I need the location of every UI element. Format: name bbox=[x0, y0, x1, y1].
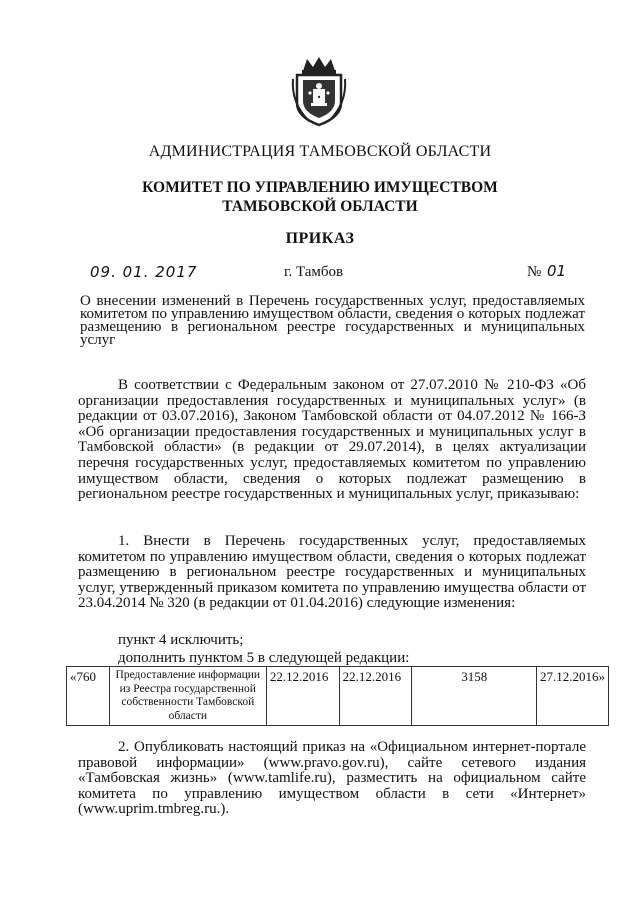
services-table bbox=[66, 666, 609, 726]
city: г. Тамбов bbox=[284, 264, 344, 280]
preamble-paragraph: В соответствии с Федеральным законом от 27.07.2010 № 210-ФЗ «Об организации предоставления государственных и муниципальных услуг» (в редакции от 03.07.2016), Законом Тамбовской области от 04.07.2012 № 166-З «Об организации предоставления государственных и муниципальных услуг в Тамбовской области» (в редакции от 29.07.2014), в целях актуализации перечня государственных услуг, предоставляемых комитетом по управлению имуществом области, сведения о которых подлежат размещению в региональном реестре государственных и муниципальных услуг, приказываю: bbox=[78, 377, 586, 503]
table-row bbox=[67, 667, 609, 726]
order-subject: О внесении изменений в Перечень государственных услуг, предоставляемых комитетом по управлению имуществом области, сведения о которых подлежат размещению в региональном реестре государственных и муниципальных услуг bbox=[80, 293, 585, 348]
cell-date-3: 27.12.2016» bbox=[537, 667, 609, 726]
cell-number: «760 bbox=[67, 667, 110, 726]
cell-code: 3158 bbox=[412, 667, 537, 726]
handwritten-date: 09. 01. 2017 bbox=[90, 263, 198, 281]
committee-title-line1: КОМИТЕТ ПО УПРАВЛЕНИЮ ИМУЩЕСТВОМ bbox=[142, 179, 498, 196]
item-4-line: пункт 4 исключить; bbox=[118, 632, 244, 648]
item-5-line: дополнить пунктом 5 в следующей редакции: bbox=[118, 650, 410, 666]
cell-date-1: 22.12.2016 bbox=[266, 667, 339, 726]
document-type: ПРИКАЗ bbox=[285, 230, 355, 247]
cell-service-name: Предоставление информации из Реестра государственной собственности Тамбовской области bbox=[109, 667, 266, 726]
committee-title bbox=[0, 178, 640, 216]
item-2-paragraph: 2. Опубликовать настоящий приказ на «Официальном интернет-портале правовой информации» (www.pravo.gov.ru), сайте сетевого издания «Тамбовская жизнь» (www.tamlife.ru), разместить на официальном сайте комитета по управлению имуществом области в сети «Интернет» (www.uprim.tmbreg.ru.). bbox=[78, 739, 586, 818]
handwritten-number: 01 bbox=[547, 262, 567, 280]
tambov-coat-of-arms-icon bbox=[289, 55, 349, 127]
cell-date-2: 22.12.2016 bbox=[339, 667, 412, 726]
number-label: № bbox=[527, 264, 542, 280]
administration-title: АДМИНИСТРАЦИЯ ТАМБОВСКОЙ ОБЛАСТИ bbox=[148, 143, 492, 160]
item-1-paragraph: 1. Внести в Перечень государственных услуг, предоставляемых комитетом по управлению имуществом области, сведения о которых подлежат размещению в региональном реестре государственных и муниципальных услуг, утвержденный приказом комитета по управлению имущества области от 23.04.2014 № 320 (в редакции от 01.04.2016) следующие изменения: bbox=[78, 533, 586, 612]
committee-title-line2: ТАМБОВСКОЙ ОБЛАСТИ bbox=[222, 198, 418, 215]
